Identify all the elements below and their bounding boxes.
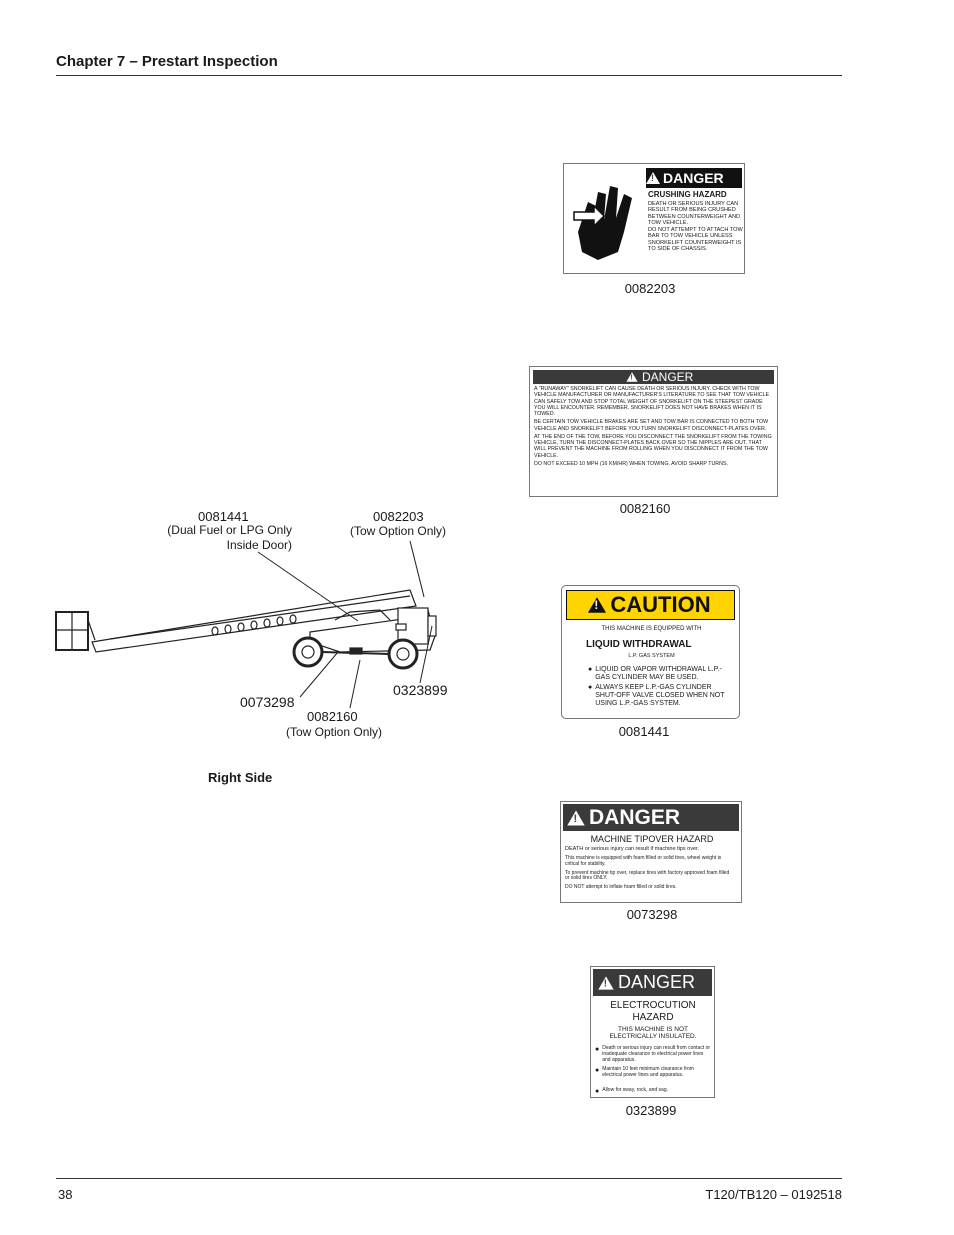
list-item: ● LIQUID OR VAPOR WITHDRAWAL L.P.-GAS CYLINDER MAY BE USED. [588,666,728,682]
list-item: ● Allow for sway, rock, and sag. [595,1088,711,1096]
paragraph: To prevent machine tip over, replace tires with factory approved foam filled or solid tires ONLY. [565,869,730,882]
decal-electrocution [590,966,715,1098]
leader-line [350,660,360,708]
hazard-title: ELECTROCUTION HAZARD [610,1000,696,1023]
part-number: 0082160 [619,501,671,516]
leader-line [258,552,358,621]
hazard-title: MACHINE TIPOVER HAZARD [590,834,714,844]
part-number: 0082203 [624,281,676,296]
signal-word: DANGER [589,805,681,829]
decal-subtitle: L.P. GAS SYSTEM [628,653,675,659]
callout-note: (Tow Option Only) [350,524,447,538]
signal-word: DANGER [642,370,694,384]
decal-subtitle: THIS MACHINE IS NOT ELECTRICALLY INSULATED. [609,1026,697,1041]
page-number: 38 [58,1187,73,1202]
footer-rule [56,1178,842,1179]
callout-0081441: 0081441 [198,509,249,524]
decal-body: DEATH OR SERIOUS INJURY CAN RESULT FROM BEING CRUSHED BETWEEN COUNTERWEIGHT AND TOW VEHICLE. DO NOT ATTEMPT TO ATTACH TOW BAR TO TOW VEHICLE UNLESS SNORKELIFT COUNTERWEIGHT IS TO SIDE OF CHASSIS. [648,201,743,252]
signal-word: DANGER [618,972,696,992]
warning-triangle-icon [567,810,585,825]
warning-triangle-icon [598,976,613,989]
part-number: 0081441 [618,724,670,739]
leader-line [300,652,338,697]
part-number: 0073298 [626,907,678,922]
callout-0082160: 0082160 [307,709,358,724]
document-id: T120/TB120 – 0192518 [705,1187,842,1202]
list-item: ● Death or serious injury can result from contact or inadequate clearance to electrical power lines and apparatus. [595,1046,711,1063]
paragraph: A "RUNAWAY" SNORKELIFT CAN CAUSE DEATH OR SERIOUS INJURY. CHECK WITH TOW VEHICLE MANUFACTURER OR MANUFACTURER'S LITERATURE TO SEE THAT TOW VEHICLE CAN SAFELY TOW AND STOP TOTAL WEIGHT OF SNORKELIFT ON THE STEEPEST GRADE YOU WILL ENCOUNTER. REMEMBER, SNORKELIFT DOES NOT HAVE BRAKES WHEN IT IS TOWED. [534,386,770,417]
callout-0323899: 0323899 [393,682,448,698]
callout-note: (Tow Option Only) [286,725,383,739]
callout-0073298: 0073298 [240,694,295,710]
list-item: ● ALWAYS KEEP L.P.-GAS CYLINDER SHUT-OFF VALVE CLOSED WHEN NOT USING L.P.-GAS SYSTEM. [588,684,728,708]
leader-line [420,626,432,683]
callout-note: (Dual Fuel or LPG Only Inside Door) [167,523,292,552]
leader-line [410,541,424,597]
hazard-title: CRUSHING HAZARD [648,190,727,199]
decal-machine-tipover [560,801,742,903]
diagram-caption: Right Side [208,770,273,785]
paragraph: BE CERTAIN TOW VEHICLE BRAKES ARE SET AND TOW BAR IS CONNECTED TO BOTH TOW VEHICLE AND SNORKELIFT BEFORE YOU TURN SNORKELIFT DISCONNECT-PLATES OVER. [534,419,769,432]
decal-body [565,856,735,891]
paragraph: This machine is equipped with foam filled or solid tires, wheel weight is critical for stability. [565,855,722,867]
decal-line: THIS MACHINE IS EQUIPPED WITH [601,626,702,632]
paragraph: DO NOT EXCEED 10 MPH (16 KM/HR) WHEN TOWING. AVOID SHARP TURNS. [534,460,728,467]
callout-0082203: 0082203 [373,509,424,524]
danger-header [563,804,739,831]
paragraph: DO NOT attempt to inflate foam filled or solid tires. [565,884,677,890]
hazard-title: LIQUID WITHDRAWAL [586,639,692,650]
signal-word: CAUTION [610,592,711,617]
danger-header [593,969,712,996]
decal-lead: DEATH or serious injury can result if machine tips over. [565,846,700,852]
paragraph: AT THE END OF THE TOW, BEFORE YOU DISCONNECT THE SNORKELIFT FROM THE TOWING VEHICLE, TURN THE DISCONNECT-PLATES BACK OVER SO THE NIPPLES ARE OUT. THAT WILL PREVENT THE MACHINE FROM ROLLING WHEN YOU DISCONNECT IT FROM THE TOW VEHICLE. [534,433,772,459]
chapter-title: Chapter 7 – Prestart Inspection [56,53,278,70]
list-item: ● Maintain 10 feet minimum clearance from electrical power lines and apparatus. [595,1067,711,1079]
part-number: 0323899 [625,1103,677,1118]
signal-word: DANGER [663,170,724,186]
